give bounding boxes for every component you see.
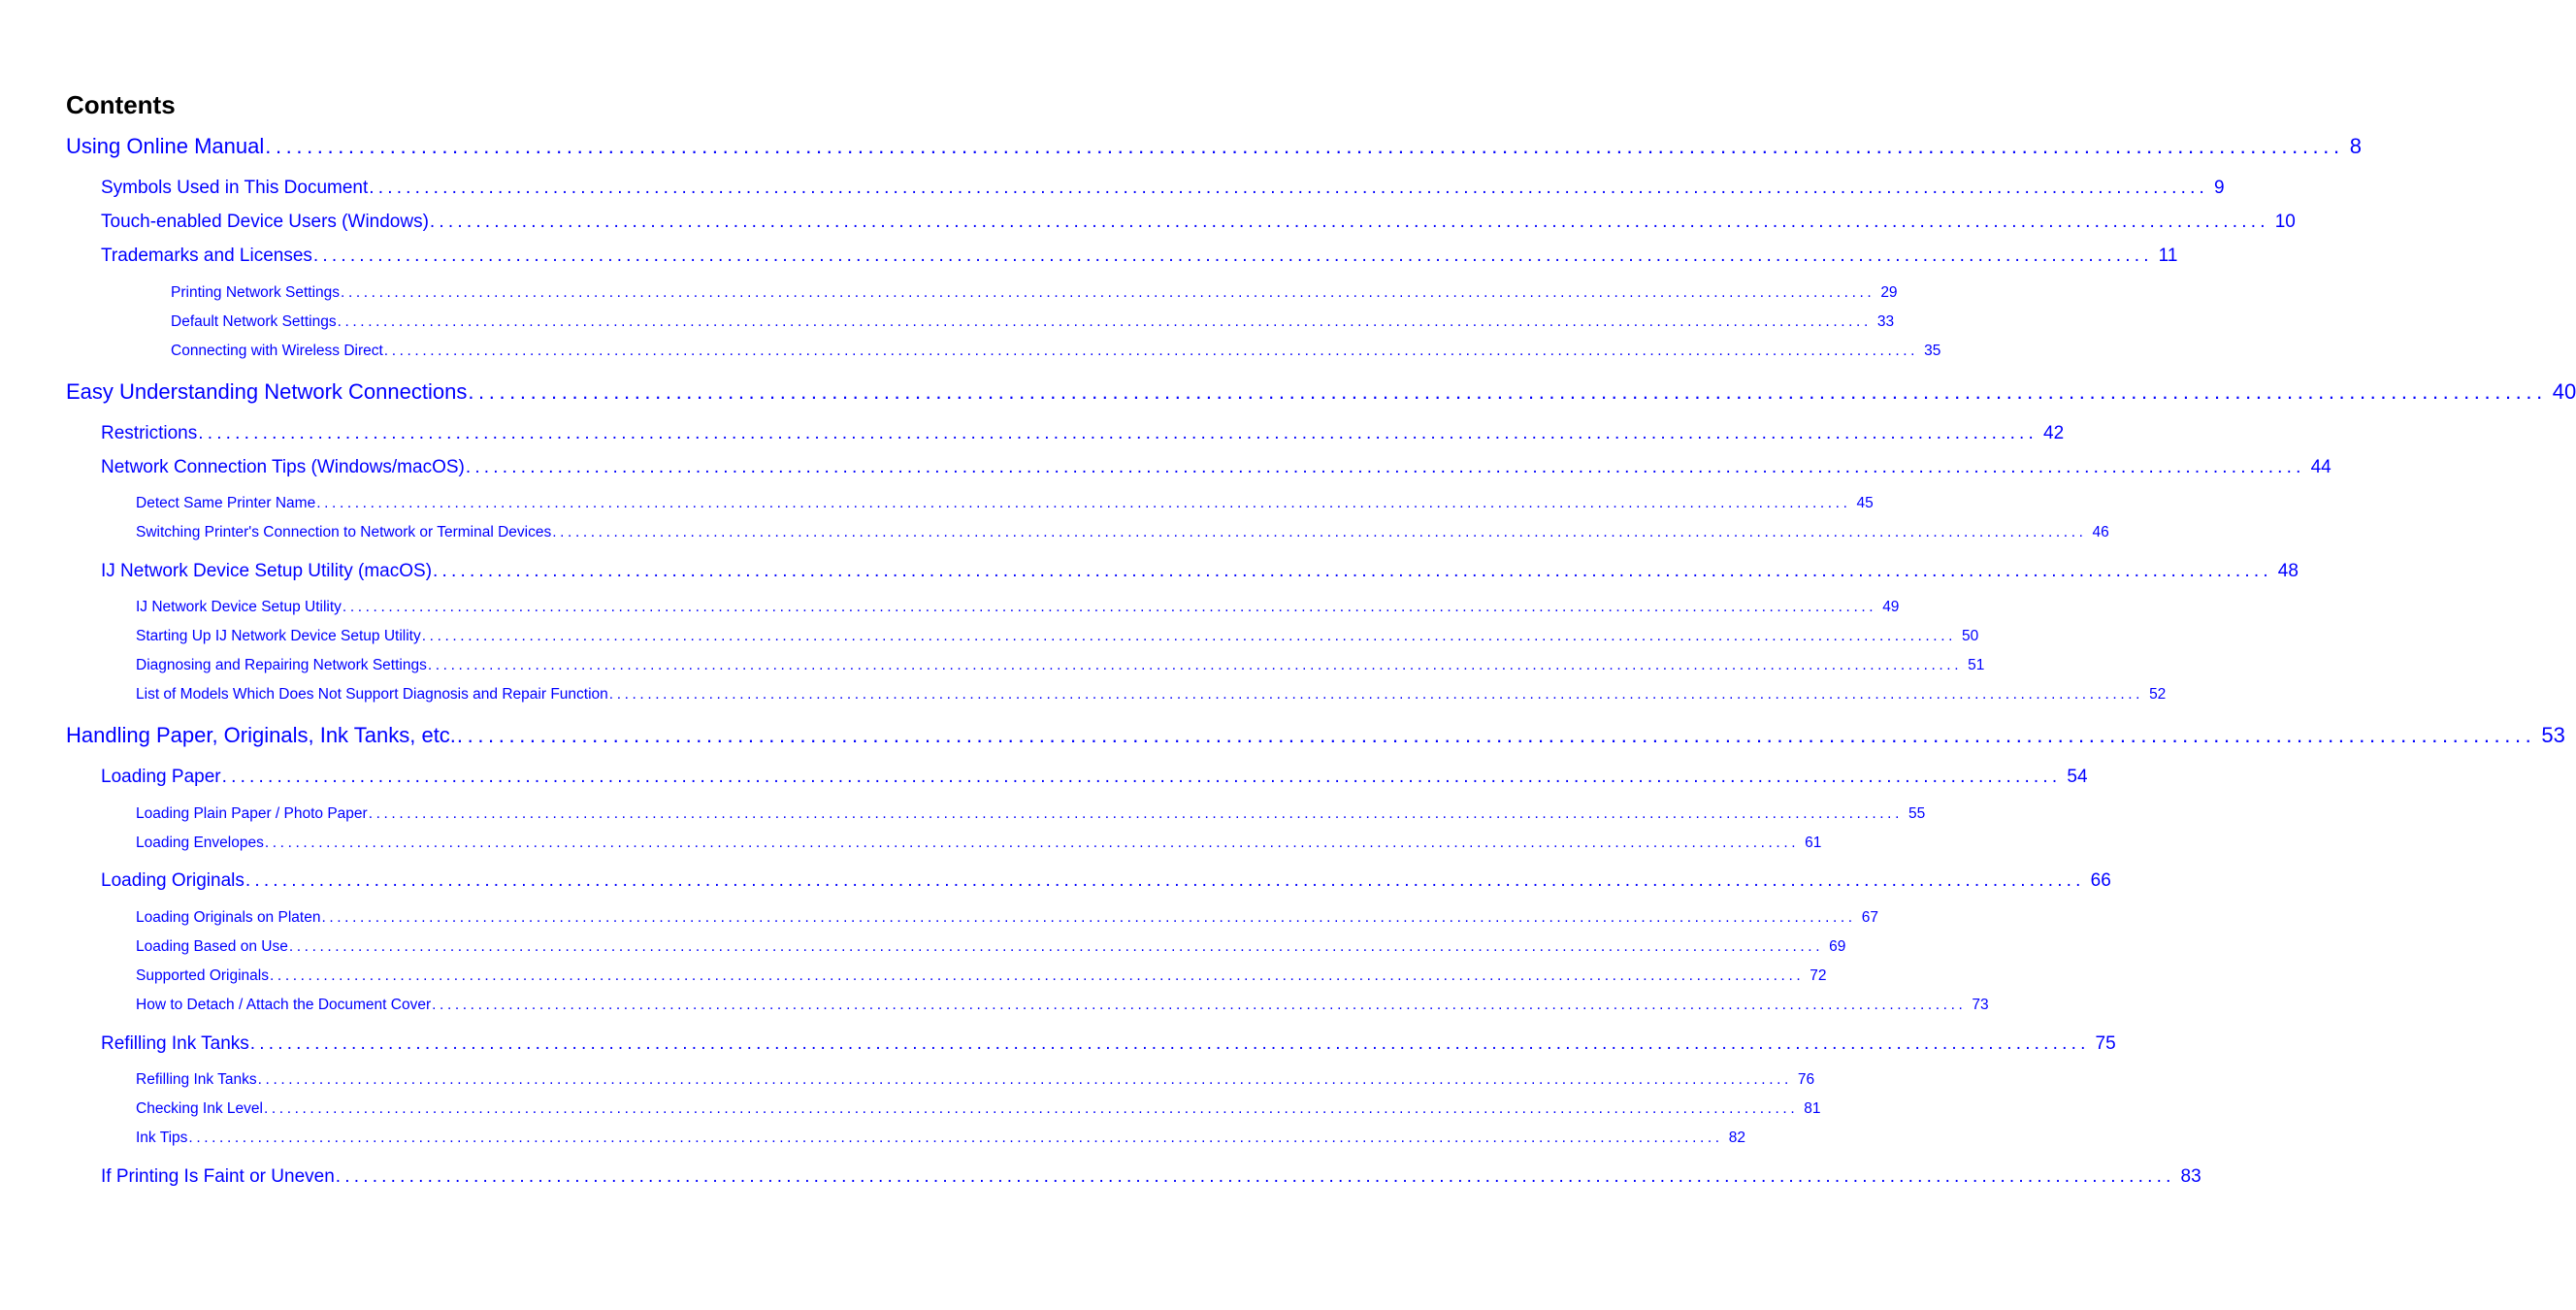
toc-entry-page: 76 [1797,1071,1815,1088]
toc-entry[interactable] [136,1128,1745,1149]
dot-leader: ........................................................................................................................................................................................................ [264,835,1800,851]
toc-entry[interactable] [136,833,1822,854]
toc-entry-page: 72 [1810,967,1827,984]
toc-entry-page: 75 [2095,1033,2116,1054]
toc-entry-label: Easy Understanding Network Connections [66,379,468,404]
toc-entry-page: 83 [2180,1166,2201,1187]
dot-leader: ........................................................................................................................................................................................................ [421,628,1957,644]
toc-entry-page: 46 [2092,524,2109,540]
toc-entry-page: 55 [1908,805,1926,822]
toc-entry-label: Diagnosing and Repairing Network Settings [136,657,427,673]
toc-entry[interactable] [101,176,2225,201]
toc-entry[interactable] [136,936,1846,958]
dot-leader: ........................................................................................................................................................................................................ [265,134,2344,158]
toc-entry[interactable] [171,341,1941,362]
dot-leader: ........................................................................................................................................................................................................ [288,938,1824,955]
dot-leader: ........................................................................................................................................................................................................ [270,967,1805,984]
toc-entry[interactable] [171,311,1895,333]
toc-entry-label: Touch-enabled Device Users (Windows) [101,212,429,232]
toc-entry-page: 51 [1968,657,1985,673]
toc-entry-page: 69 [1829,938,1846,955]
toc-entry-label: Loading Based on Use [136,938,288,955]
dot-leader: ........................................................................................................................................................................................................ [429,212,2269,232]
toc-entry[interactable] [136,626,1979,647]
toc-entry-page: 44 [2310,457,2331,477]
toc-entry[interactable] [136,522,2109,543]
toc-entry-page: 67 [1861,909,1878,926]
toc-entry-page: 9 [2214,178,2225,198]
toc-entry[interactable] [101,455,2331,480]
toc-entry[interactable] [101,765,2088,790]
toc-entry[interactable] [101,244,2178,269]
dot-leader: ........................................................................................................................................................................................................ [188,1130,1723,1146]
toc-entry[interactable] [171,282,1898,304]
toc-entry[interactable] [101,210,2296,235]
toc-entry[interactable] [66,133,2362,160]
dot-leader: ........................................................................................................................................................................................................ [608,686,2144,703]
toc-entry-page: 10 [2274,212,2296,232]
toc-entry-label: If Printing Is Faint or Uneven [101,1166,335,1187]
toc-entry-page: 61 [1805,835,1822,851]
toc-entry-label: Loading Originals [101,870,245,891]
toc-entry-page: 50 [1962,628,1979,644]
toc-entry[interactable] [136,1098,1821,1120]
dot-leader: ........................................................................................................................................................................................................ [316,495,1851,511]
dot-leader: ........................................................................................................................................................................................................ [249,1033,2090,1054]
toc-entry-label: How to Detach / Attach the Document Cover [136,997,432,1013]
toc-entry-label: Loading Originals on Platen [136,909,321,926]
dot-leader: ........................................................................................................................................................................................................ [432,997,1967,1013]
toc-entry-page: 35 [1924,343,1941,359]
toc-entry-label: Starting Up IJ Network Device Setup Utility [136,628,421,644]
toc-entry[interactable] [136,966,1827,987]
toc-entry-page: 29 [1880,284,1898,301]
toc-entry-page: 48 [2277,561,2299,581]
dot-leader: ........................................................................................................................................................................................................ [369,178,2209,198]
toc-entry-label: Restrictions [101,423,198,443]
toc-entry-label: Loading Paper [101,767,221,787]
toc-entry-page: 33 [1876,313,1895,330]
toc-entry-page: 52 [2149,686,2167,703]
toc-entry-label: Loading Envelopes [136,835,264,851]
dot-leader: ........................................................................................................................................................................................................ [468,379,2547,404]
dot-leader: ........................................................................................................................................................................................................ [456,723,2536,747]
toc-entry-label: List of Models Which Does Not Support Diagnosis and Repair Function [136,686,608,703]
toc-entry-page: 54 [2067,767,2088,787]
dot-leader: ........................................................................................................................................................................................................ [341,284,1875,301]
toc-entry-page: 49 [1882,599,1900,615]
toc-entry[interactable] [66,378,2576,406]
toc-entry[interactable] [136,684,2167,705]
dot-leader: ........................................................................................................................................................................................................ [427,657,1963,673]
dot-leader: ........................................................................................................................................................................................................ [335,1166,2175,1187]
page-title: Contents [66,90,176,119]
dot-leader: ........................................................................................................................................................................................................ [263,1100,1799,1117]
dot-leader: ........................................................................................................................................................................................................ [552,524,2087,540]
dot-leader: ........................................................................................................................................................................................................ [221,767,2062,787]
toc-entry-label: IJ Network Device Setup Utility [136,599,342,615]
toc-entry[interactable] [136,995,1989,1016]
toc-entry-page: 82 [1728,1130,1745,1146]
toc-entry[interactable] [136,493,1874,514]
toc-entry-label: Handling Paper, Originals, Ink Tanks, etc. [66,723,456,747]
toc-entry-label: Supported Originals [136,967,269,984]
toc-entry-page: 81 [1804,1100,1821,1117]
toc-entry-label: Switching Printer's Connection to Network or Terminal Devices [136,524,552,540]
dot-leader: ........................................................................................................................................................................................................ [465,457,2305,477]
toc-entry-page: 73 [1972,997,1989,1013]
dot-leader: ........................................................................................................................................................................................................ [198,423,2038,443]
toc-entry-label: Symbols Used in This Document [101,178,369,198]
toc-entry-page: 8 [2349,134,2362,158]
toc-entry-label: Default Network Settings [171,313,337,330]
toc-entry-label: Refilling Ink Tanks [101,1033,249,1054]
toc-entry[interactable] [101,559,2299,584]
toc-entry-label: IJ Network Device Setup Utility (macOS) [101,561,433,581]
toc-entry-label: Refilling Ink Tanks [136,1071,257,1088]
toc-entry-label: Detect Same Printer Name [136,495,316,511]
toc-entry-label: Ink Tips [136,1130,188,1146]
dot-leader: ........................................................................................................................................................................................................ [368,805,1903,822]
toc-entry[interactable] [101,421,2065,446]
dot-leader: ........................................................................................................................................................................................................ [321,909,1856,926]
toc-entry[interactable] [136,803,1926,825]
dot-leader: ........................................................................................................................................................................................................ [342,599,1877,615]
toc-entry-page: 45 [1856,495,1874,511]
toc-entry-page: 53 [2541,723,2565,747]
dot-leader: ........................................................................................................................................................................................................ [383,343,1919,359]
toc-entry-label: Loading Plain Paper / Photo Paper [136,805,368,822]
dot-leader: ........................................................................................................................................................................................................ [245,870,2085,891]
dot-leader: ........................................................................................................................................................................................................ [312,246,2153,266]
toc-entry[interactable] [136,655,1985,676]
dot-leader: ........................................................................................................................................................................................................ [257,1071,1792,1088]
toc-entry-label: Printing Network Settings [171,284,341,301]
toc-entry-page: 11 [2158,246,2178,266]
dot-leader: ........................................................................................................................................................................................................ [337,313,1872,330]
toc-entry[interactable] [101,868,2111,894]
toc-entry-page: 40 [2552,379,2576,404]
toc-entry[interactable] [101,1164,2201,1190]
toc-entry[interactable] [136,597,1900,618]
toc-entry-page: 42 [2043,423,2065,443]
toc-entry-label: Network Connection Tips (Windows/macOS) [101,457,465,477]
toc-entry-label: Connecting with Wireless Direct [171,343,383,359]
toc-entry-label: Checking Ink Level [136,1100,263,1117]
toc-entry[interactable] [136,1069,1815,1091]
dot-leader: ........................................................................................................................................................................................................ [433,561,2272,581]
toc-entry-page: 66 [2090,870,2111,891]
toc-entry[interactable] [66,722,2565,749]
toc-entry-label: Trademarks and Licenses [101,246,312,266]
toc-entry[interactable] [136,907,1878,929]
toc-entry-label: Using Online Manual [66,134,265,158]
toc-entry[interactable] [101,1032,2116,1057]
